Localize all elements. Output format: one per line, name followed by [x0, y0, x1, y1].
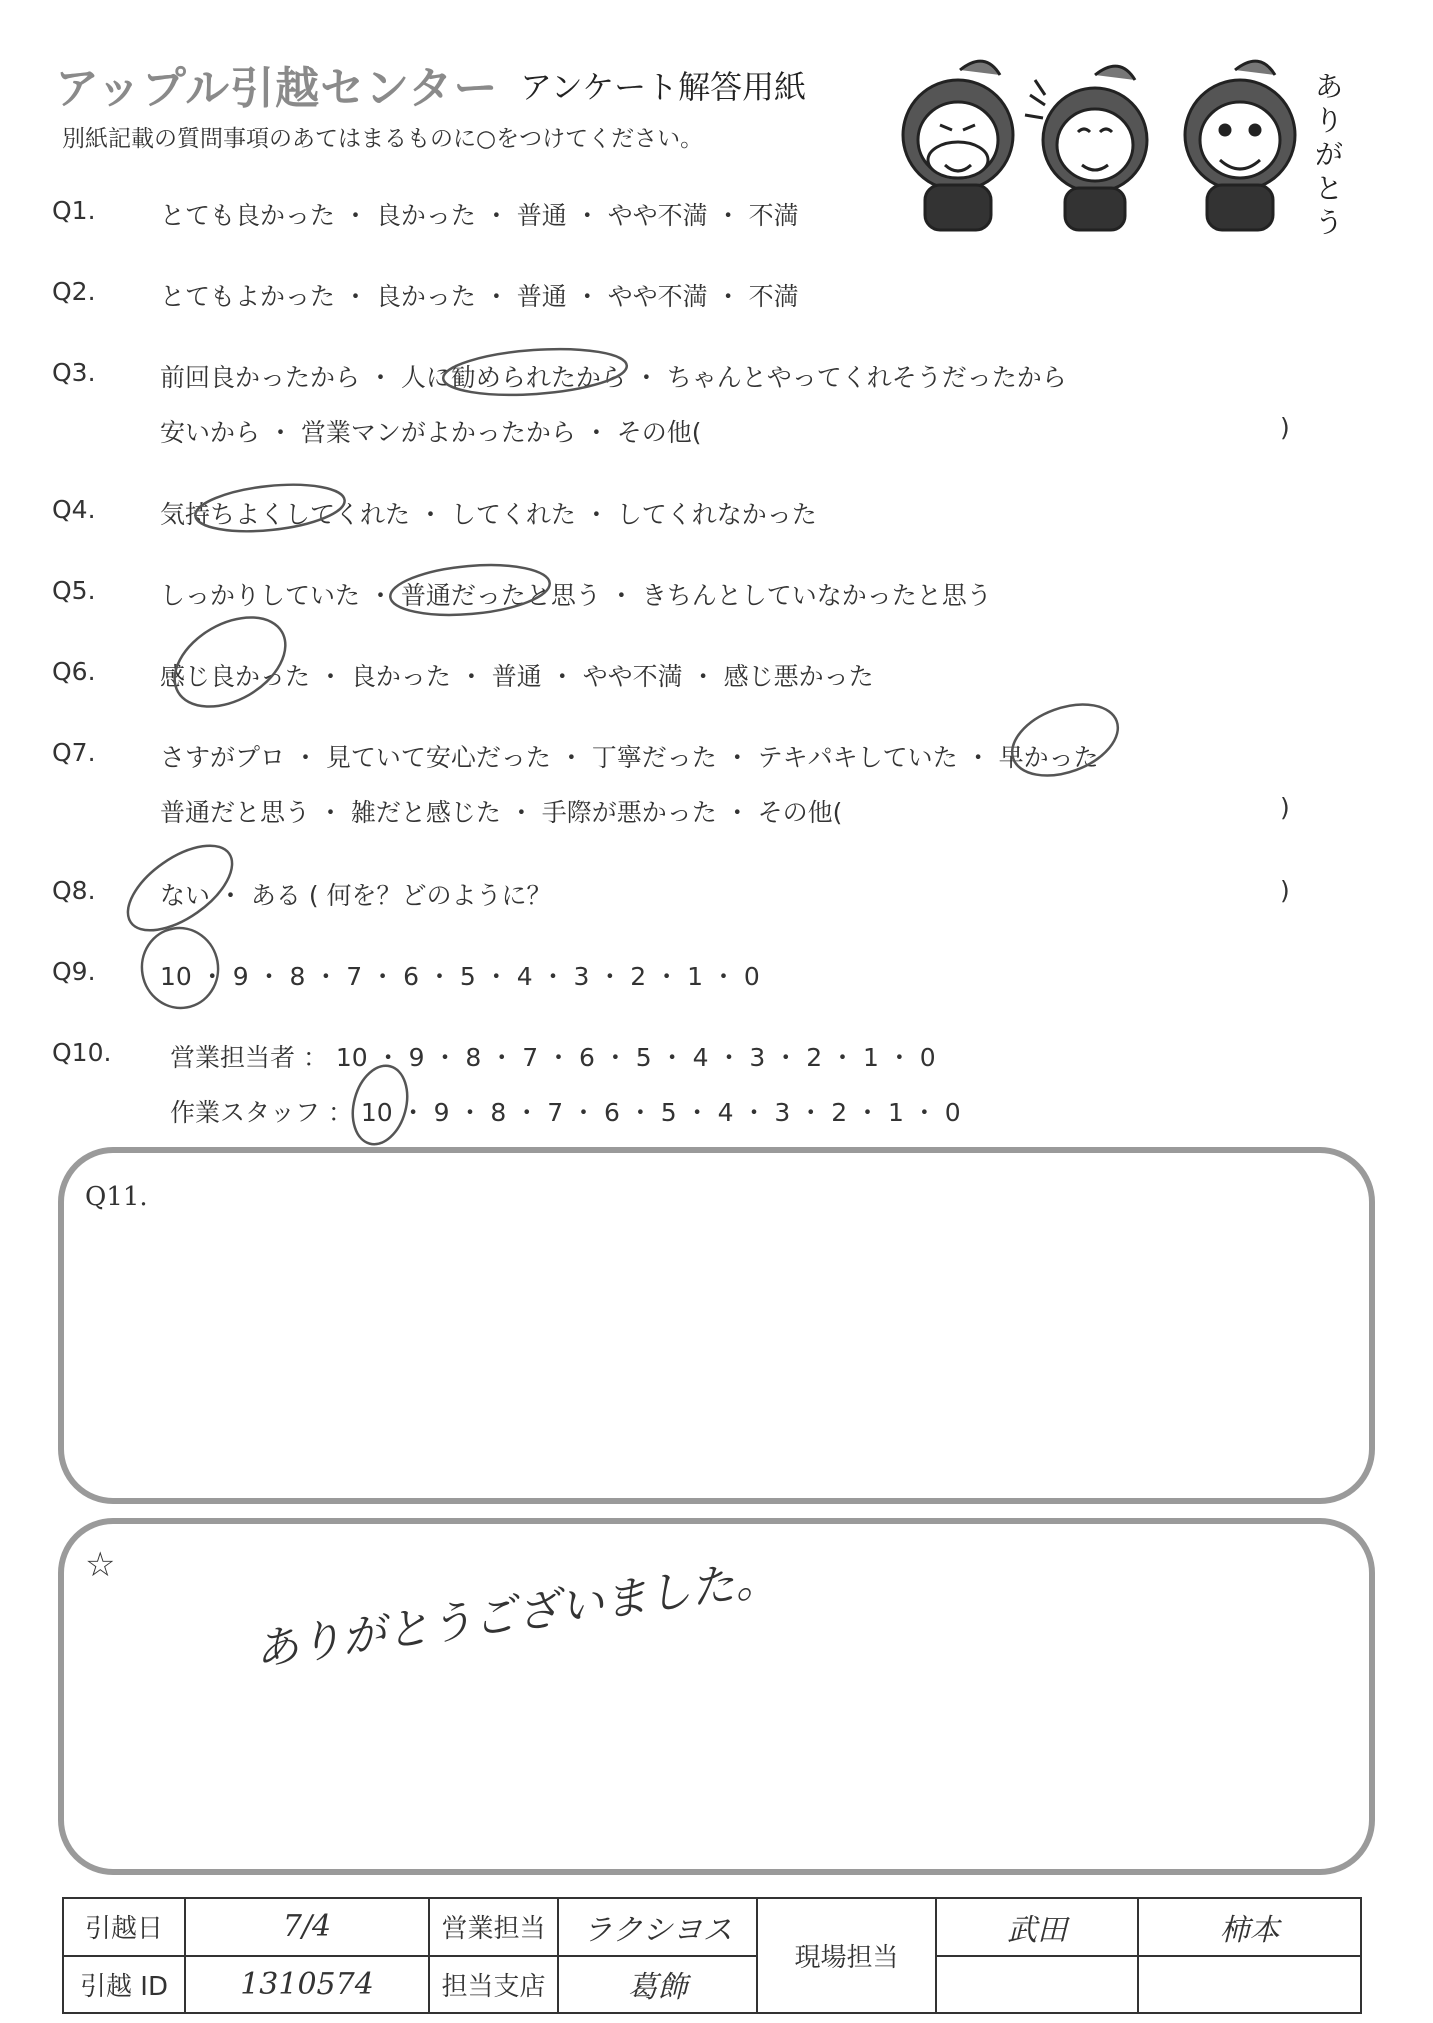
star-icon: ☆: [85, 1545, 116, 1585]
move-date-value: 7/4: [185, 1898, 429, 1956]
close-paren: ): [1280, 413, 1290, 442]
form-title: アンケート解答用紙: [520, 68, 807, 106]
question-options: とてもよかった ・ 良かった ・ 普通 ・ やや不満 ・ 不満: [160, 282, 799, 311]
site-staff-empty-2: [1138, 1956, 1361, 2014]
question-options: しっかりしていた ・ 普通だったと思う ・ きちんとしていなかったと思う: [160, 581, 992, 610]
question-label: Q3.: [52, 358, 96, 387]
answer-circle-q9: [136, 922, 225, 1014]
question-label: Q7.: [52, 738, 96, 767]
question-label: Q4.: [52, 495, 96, 524]
close-paren: ): [1280, 793, 1290, 822]
handwritten-comment: ありがとうございました。: [251, 1552, 782, 1677]
question-label: Q9.: [52, 957, 96, 986]
question-options: ない ・ ある ( 何を？どのように？: [160, 881, 552, 910]
move-id-label: 引越 ID: [63, 1956, 185, 2014]
instruction-text: 別紙記載の質問事項のあてはまるものに○をつけてください。: [62, 126, 704, 152]
question-options: 感じ良かった ・ 良かった ・ 普通 ・ やや不満 ・ 感じ悪かった: [160, 662, 874, 691]
q11-answer-box: [58, 1147, 1375, 1504]
answer-circle-q6: [159, 599, 301, 725]
question-options: 安いから ・ 営業マンがよかったから ・ その他(: [160, 418, 702, 447]
footer-info-table: [62, 1897, 1362, 2014]
site-staff-1: 武田: [936, 1898, 1138, 1956]
question-label: Q2.: [52, 277, 96, 306]
question-options: 作業スタッフ ： 10 ・ 9 ・ 8 ・ 7 ・ 6 ・ 5 ・ 4 ・ 3 ・ 2 ・ 1 ・ 0: [170, 1098, 961, 1127]
question-options: 普通だと思う ・ 雑だと感じた ・ 手際が悪かった ・ その他(: [160, 798, 843, 827]
sales-value: ラクシヨス: [558, 1898, 757, 1956]
question-options: 10 ・ 9 ・ 8 ・ 7 ・ 6 ・ 5 ・ 4 ・ 3 ・ 2 ・ 1 ・ 0: [160, 962, 760, 991]
branch-value: 葛飾: [558, 1956, 757, 2014]
question-label: Q8.: [52, 876, 96, 905]
move-date-label: 引越日: [63, 1898, 185, 1956]
mascot-caption: ありがとう: [1315, 70, 1344, 239]
company-title: アップル引越センター: [55, 63, 499, 114]
answer-circle-q10: [345, 1060, 416, 1151]
move-id-value: 1310574: [185, 1956, 429, 2014]
question-options: とても良かった ・ 良かった ・ 普通 ・ やや不満 ・ 不満: [160, 201, 799, 230]
question-options: 前回良かったから ・ 人に勧められたから ・ ちゃんとやってくれそうだったから: [160, 363, 1067, 392]
answer-circle-q5: [388, 559, 552, 621]
site-staff-2: 柿本: [1138, 1898, 1361, 1956]
answer-circle-q7: [1002, 691, 1127, 789]
question-options: 気持ちよくしてくれた ・ してくれた ・ してくれなかった: [160, 500, 817, 529]
answer-circle-q3: [442, 344, 629, 401]
sales-label: 営業担当: [429, 1898, 558, 1956]
answer-circle-q4: [193, 478, 347, 537]
answer-circle-q8: [114, 829, 247, 947]
question-options: 営業担当者 ： 10 ・ 9 ・ 8 ・ 7 ・ 6 ・ 5 ・ 4 ・ 3 ・ 2 ・ 1 ・ 0: [170, 1043, 936, 1072]
site-staff-empty-1: [936, 1956, 1138, 2014]
q11-label: Q11.: [85, 1182, 148, 1212]
question-label: Q5.: [52, 576, 96, 605]
question-label: Q1.: [52, 196, 96, 225]
site-staff-label: 現場担当: [757, 1898, 936, 2013]
branch-label: 担当支店: [429, 1956, 558, 2014]
question-options: さすがプロ ・ 見ていて安心だった ・ 丁寧だった ・ テキパキしていた ・ 早かった: [160, 743, 1099, 772]
question-label: Q6.: [52, 657, 96, 686]
question-label: Q10.: [52, 1038, 112, 1067]
close-paren: ): [1280, 876, 1290, 905]
